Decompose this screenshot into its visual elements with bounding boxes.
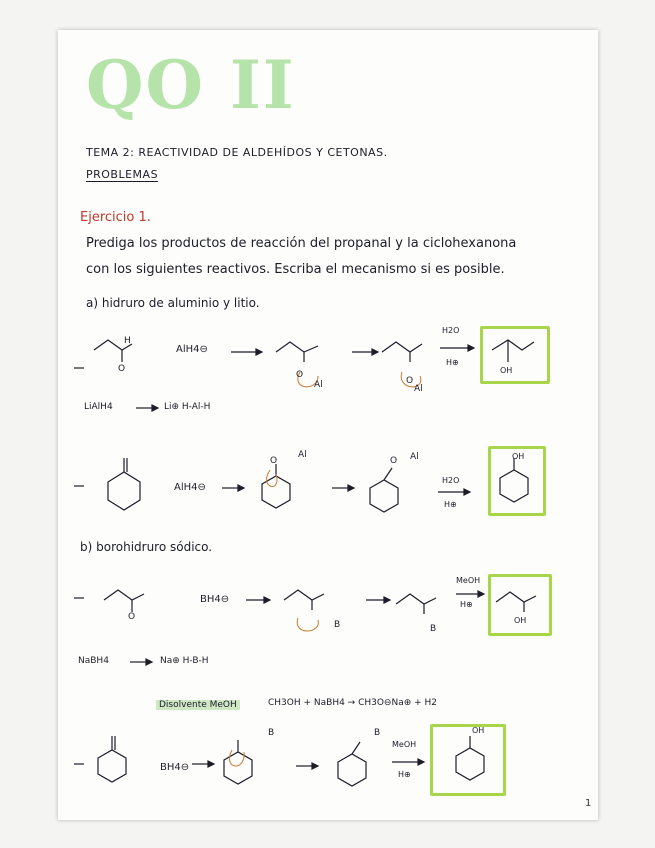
h2o-condition-2: H2O xyxy=(442,476,460,485)
ejercicio-heading: Ejercicio 1. xyxy=(80,210,151,225)
h-plus-condition-1: H⊕ xyxy=(446,358,459,367)
enunciado-line-1: Prediga los productos de reacción del propanal y la ciclohexanona xyxy=(86,236,517,251)
apartado-b: b) borohidruro sódico. xyxy=(80,540,213,554)
disolvente-highlight: Disolvente MeOH xyxy=(156,700,240,710)
product-box-3 xyxy=(488,574,552,636)
h-plus-condition-2: H⊕ xyxy=(444,500,457,509)
h-plus-condition-4: H⊕ xyxy=(398,770,411,779)
h2o-condition-1: H2O xyxy=(442,326,460,335)
nabh4-structure: Na⊕ H-B-H xyxy=(160,656,209,666)
h-plus-condition-3: H⊕ xyxy=(460,600,473,609)
lialh4-structure: Li⊕ H-Al-H xyxy=(164,402,211,412)
problemas-heading: PROBLEMAS xyxy=(86,168,159,181)
meoh-condition-1: MeOH xyxy=(456,576,481,585)
page-number: 1 xyxy=(585,798,592,809)
alh4-reagent-2: AlH4⊖ xyxy=(174,482,206,493)
tema-heading: TEMA 2: REACTIVIDAD DE ALDEHÍDOS Y CETONAS. xyxy=(86,146,388,159)
bh4-reagent: BH4⊖ xyxy=(200,594,230,605)
lialh4-label: LiAlH4 xyxy=(84,402,113,412)
meoh-condition-2: MeOH xyxy=(392,740,417,749)
alh4-reagent: AlH4⊖ xyxy=(176,344,208,355)
product-box-1 xyxy=(480,326,550,384)
apartado-a: a) hidruro de aluminio y litio. xyxy=(86,296,260,310)
enunciado-line-2: con los siguientes reactivos. Escriba el mecanismo si es posible. xyxy=(86,262,505,277)
product-box-4 xyxy=(430,724,506,796)
nabh4-label: NaBH4 xyxy=(78,656,109,666)
bh4-reagent-2: BH4⊖ xyxy=(160,762,190,773)
disolvente-reaction: CH3OH + NaBH4 → CH3O⊖Na⊕ + H2 xyxy=(268,698,438,708)
page-title: QO II xyxy=(86,46,296,124)
